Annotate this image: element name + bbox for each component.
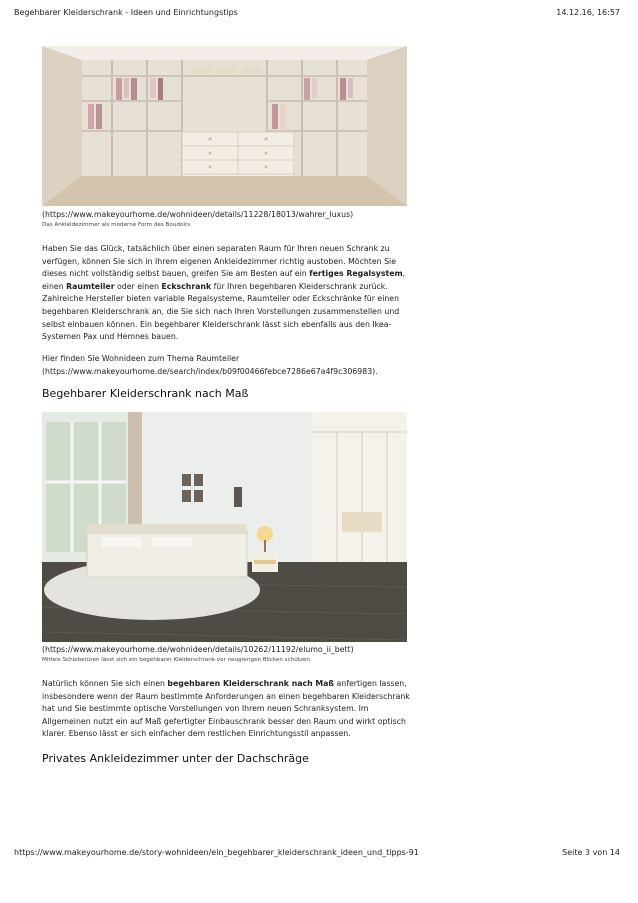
walk-in-closet-photo <box>42 46 407 206</box>
image-caption-2: Mittels Schiebetüren lässt sich ein begehbarer Kleiderschrank vor neugierigen Blicken schützen. <box>42 657 312 663</box>
image-caption-1: Das Ankleidezimmer als moderne Form des Boudoirs. <box>42 222 192 228</box>
paragraph-regalsysteme: Haben Sie das Glück, tatsächlich über einen separaten Raum für Ihren neuen Schrank zu verfügen, können Sie sich in Ihrem eigenen Ankleidezimmer richtig austoben. Möchten Sie dieses nicht vollständig selbst bauen, greifen Sie am Besten auf ein fertiges Regalsystem, einen Raumteiler oder einen Eckschrank für Ihren begehbaren Kleiderschrank zurück. Zahlreiche Hersteller bieten variable Regalsysteme, Raumteiler oder Eckschränke für einen begehbaren Kleiderschrank an, die Sie sich nach Ihren Vorstellungen zusammenstellen und selbst einbauen können. Ein begehbarer Kleiderschrank lässt sich ebenfalls aus den Ikea- Systemen Pax und Hemnes bauen. <box>42 244 406 342</box>
link-begehbaren-kleiderschrank-nach-mass[interactable]: begehbaren Kleiderschrank nach Maß <box>167 679 335 688</box>
walk-in-closet-photo-icon <box>42 46 407 206</box>
paragraph-nach-mass: Natürlich können Sie sich einen begehbaren Kleiderschrank nach Maß anfertigen lassen, insbesondere wenn der Raum bestimmte Anforderungen an einen begehbaren Kleiderschrank hat und Sie bestimmte optische Vorstellungen von Ihrem neuen Schranksystem. Im Allgemeinen nutzt ein auf Maß gefertigter Einbauschrank besser den Raum und wirkt optisch klarer. Ebenso lässt er sich einfacher dem restlichen Einrichtungsstil anpassen. <box>42 679 410 739</box>
bedroom-wardrobe-photo <box>42 412 407 642</box>
heading-dachschraege: Privates Ankleidezimmer unter der Dachschräge <box>42 752 309 765</box>
page-header-title: Begehbarer Kleiderschrank - Ideen und Einrichtungstips <box>14 8 238 17</box>
bedroom-wardrobe-photo-icon <box>42 412 407 642</box>
page-footer-page-number: Seite 3 von 14 <box>562 848 620 857</box>
image-source-link-2[interactable]: (https://www.makeyourhome.de/wohnideen/details/10262/11192/elumo_ii_bett) <box>42 645 354 654</box>
paragraph-raumteiler-link: Hier finden Sie Wohnideen zum Thema Raumteiler (https://www.makeyourhome.de/search/index/b09f00466febce7286e67a4f9c306983). <box>42 353 410 378</box>
page-footer-url: https://www.makeyourhome.de/story-wohnideen/ein_begehbarer_kleiderschrank_ideen_und_tipps-91 <box>14 848 419 857</box>
page-header-datetime: 14.12.16, 16:57 <box>556 8 620 17</box>
link-fertiges-regalsystem[interactable]: fertiges Regalsystem <box>309 269 403 279</box>
image-source-link-1[interactable]: (https://www.makeyourhome.de/wohnideen/details/11228/18013/wahrer_luxus) <box>42 210 354 219</box>
raumteiler-search-link[interactable]: (https://www.makeyourhome.de/search/index/b09f00466febce7286e67a4f9c306983). <box>42 366 378 376</box>
heading-nach-mass: Begehbarer Kleiderschrank nach Maß <box>42 387 249 400</box>
link-raumteiler[interactable]: Raumteiler <box>66 281 115 291</box>
link-eckschrank[interactable]: Eckschrank <box>161 281 212 291</box>
